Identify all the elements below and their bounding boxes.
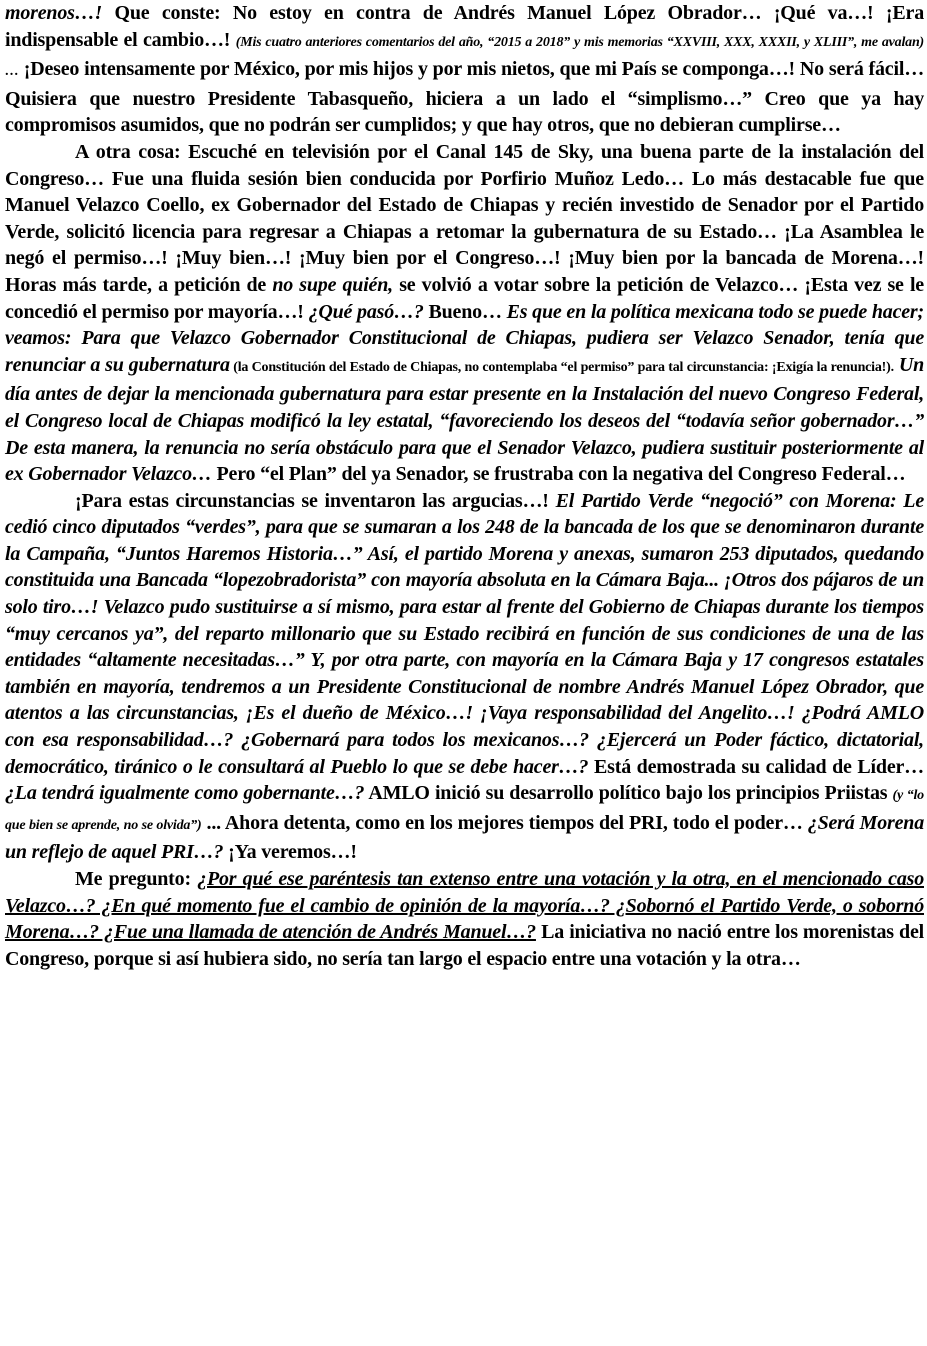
text-run: ¿Será Morena un reflejo de aquel PRI…? bbox=[5, 811, 924, 864]
text-run: ¿La tendrá igualmente como gobernante…? bbox=[5, 782, 365, 805]
text-run: Pero “el Plan” del ya Senador, se frustraba con la negativa del Congreso Federal… bbox=[211, 463, 906, 486]
text-run: no supe quién, bbox=[272, 273, 393, 296]
text-run: : bbox=[184, 868, 198, 890]
text-run: Me pregunto bbox=[75, 868, 185, 890]
text-run: AMLO inició su desarrollo político bajo los principios Priistas bbox=[364, 782, 893, 805]
text-run: morenos…! bbox=[5, 2, 103, 24]
text-run: ¡Ya veremos…! bbox=[223, 841, 357, 864]
text-run: ... Ahora detenta, como en los mejores tiempos del PRI, todo el poder… bbox=[201, 811, 808, 834]
text-run: ¡Deseo intensamente por México, por mis hijos y por mis nietos, que mi País se componga…! No será fácil… Quisiera que nuestro Presidente Tabasqueño, hiciera a un lado el “simplismo…” Creo que ya hay compromisos asumidos, que no podrán ser cumplidos; y que hay otros, que no debieran cumplirse… bbox=[5, 58, 924, 137]
text-run: Está demostrada su calidad de Líder… bbox=[588, 755, 924, 778]
text-run: ¿Qué pasó…? bbox=[308, 300, 424, 323]
text-run: (y “lo que bien se aprende, no se olvida”) bbox=[5, 788, 924, 833]
text-run: se volvió a votar sobre la petición de Velazco… ¡Esta vez se le concedió el permiso por mayoría…! bbox=[5, 273, 924, 323]
text-run: ¡Para estas circunstancias se inventaron las argucias…! bbox=[75, 489, 556, 512]
paragraph-1 bbox=[5, 0, 924, 139]
text-run: Bueno… bbox=[423, 300, 507, 323]
paragraph-3 bbox=[5, 488, 924, 866]
paragraph-2 bbox=[5, 139, 924, 488]
text-run: Es que en la política mexicana todo se puede hacer; veamos: Para que Velazco Gobernador Constitucional de Chiapas, pudiera ser Velazco Senador, tenía que renunciar a su gubernatura bbox=[5, 300, 924, 376]
text-run: (Mis cuatro anteriores comentarios del año, “2015 a 2018” y mis memorias “XXVIII, XXX, XXXII, y XLIII”, me avalan) … bbox=[5, 34, 924, 80]
text-run: Que conste: No estoy en contra de Andrés Manuel López Obrador… ¡Qué va…! ¡Era indispensable el cambio…! bbox=[5, 2, 924, 51]
text-run: (la Constitución del Estado de Chiapas, no contemplaba “el permiso” para tal circunstancia: ¡Exigía la renuncia!). bbox=[229, 359, 894, 375]
paragraph-4 bbox=[5, 866, 924, 972]
text-run: ¿Por qué ese paréntesis tan extenso entre una votación y la otra, en el mencionado caso Velazco…? ¿En qué momento fue el cambio de opinión de la mayoría…? ¿Sobornó el Partido Verde, o sobornó Morena…? ¿Fue una llamada de atención de Andrés Manuel…? bbox=[5, 868, 924, 944]
text-run: El Partido Verde “negoció” con Morena: Le cedió cinco diputados “verdes”, para que se sumaran a los 248 de la bancada de los que se denominaron durante la Campaña, “Juntos Haremos Historia…” Así, el partido Morena y anexas, sumaron 253 diputados, quedando constituida una Bancada “lopezobradorista” con mayoría absoluta en la Cámara Baja... ¡Otros dos pájaros de un solo tiro…! Velazco pudo sustituirse a sí mismo, para estar al frente del Gobierno de Chiapas durante los tiempos “muy cercanos ya”, del reparto millonario que su Estado recibirá en función de sus condiciones de una de las entidades “altamente necesitadas…” Y, por otra parte, con mayoría en la Cámara Baja y 17 congresos estatales también en mayoría, tendremos a un Presidente Constitucional de nombre Andrés Manuel López Obrador, que atentos a las circunstancias, ¡Es el dueño de México…! ¡Vaya responsabilidad del Angelito…! ¿Podrá AMLO con esa responsabilidad…? ¿Gobernará para todos los mexicanos…? ¿Ejercerá un Poder fáctico, dictatorial, democrático, tiránico o le consultará al Pueblo lo que se debe hacer…? bbox=[5, 489, 924, 778]
text-run: A otra cosa: Escuché en televisión por el Canal 145 de Sky, una buena parte de la instalación del Congreso… Fue una fluida sesión bien conducida por Porfirio Muñoz Ledo… Lo más destacable fue que Manuel Velazco Coello, ex Gobernador del Estado de Chiapas y recién investido de Senador por el Partido Verde, solicitó licencia para regresar a Chiapas a retomar la gubernatura de su Estado… ¡La Asamblea le negó el permiso…! ¡Muy bien…! ¡Muy bien por el Congreso…! ¡Muy bien por la bancada de Morena…! Horas más tarde, a petición de bbox=[5, 140, 924, 296]
text-run: La iniciativa no nació entre los morenistas del Congreso, porque si así hubiera sido, no sería tan largo el espacio entre una votación y la otra… bbox=[5, 921, 924, 970]
text-run: Un día antes de dejar la mencionada gubernatura para estar presente en la Instalación del nuevo Congreso Federal, el Congreso local de Chiapas modificó la ley estatal, “favoreciendo los deseos del “todavía señor gobernador…” De esta manera, la renuncia no sería obstáculo para que el Senador Velazco, pudiera sustituir posteriormente al ex Gobernador Velazco… bbox=[5, 353, 925, 486]
